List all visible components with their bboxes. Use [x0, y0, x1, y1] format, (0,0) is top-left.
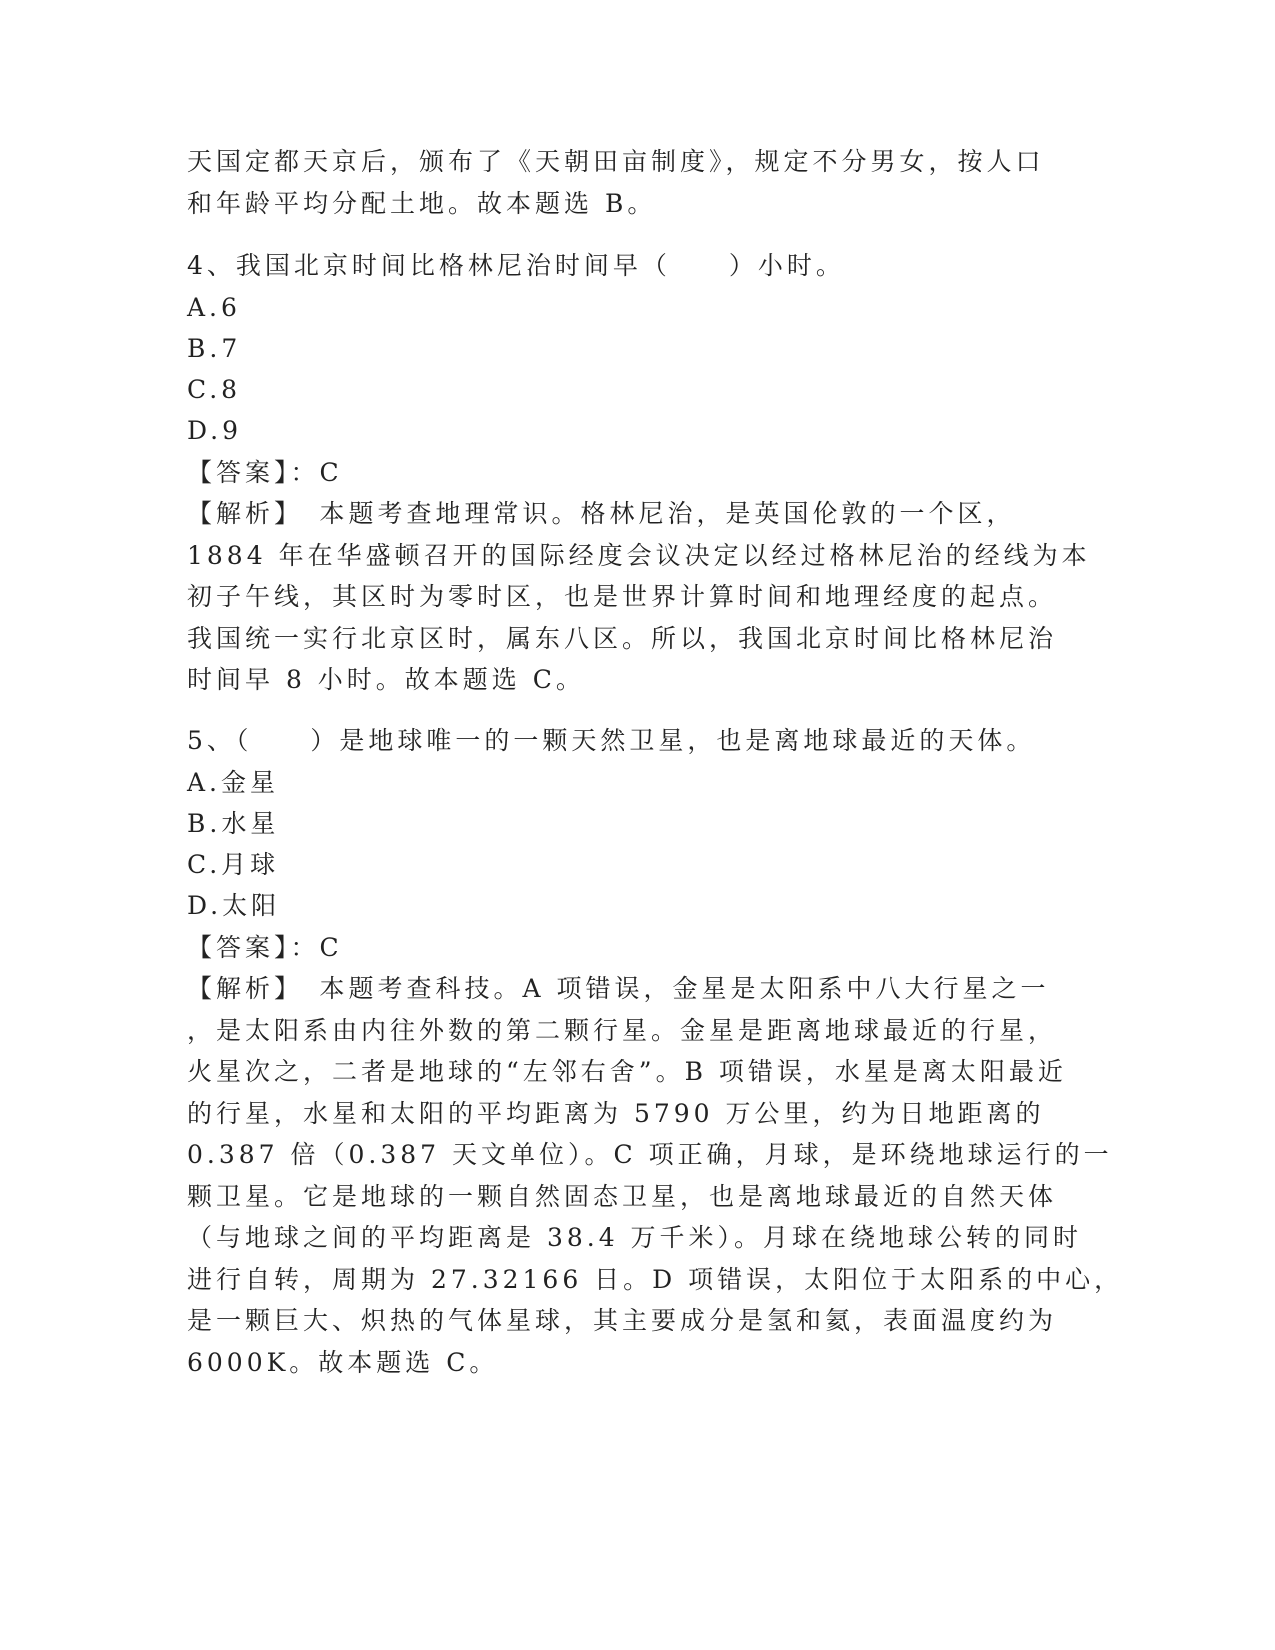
- question-5-explanation-line: 颗卫星。它是地球的一颗自然固态卫星，也是离地球最近的自然天体: [187, 1182, 1058, 1211]
- question-5-explanation-line: （与地球之间的平均距离是 38.4 万千米）。月球在绕地球公转的同时: [187, 1223, 1083, 1252]
- question-5-explanation-line: 是一颗巨大、炽热的气体星球，其主要成分是氢和氦，表面温度约为: [187, 1306, 1058, 1335]
- question-5-explanation-line: 进行自转，周期为 27.32166 日。D 项错误，太阳位于太阳系的中心，: [187, 1265, 1124, 1294]
- question-5-option-c: C.月球: [187, 850, 280, 879]
- question-4-explanation-line: 【解析】 本题考查地理常识。格林尼治，是英国伦敦的一个区，: [187, 499, 1016, 528]
- question-4-option-b: B.7: [187, 334, 242, 363]
- prev-explanation-line: 天国定都天京后，颁布了《天朝田亩制度》，规定不分男女，按人口: [187, 147, 1045, 176]
- question-5-explanation-line: 火星次之，二者是地球的“左邻右舍”。B 项错误，水星是离太阳最近: [187, 1057, 1067, 1086]
- question-4-explanation-line: 我国统一实行北京区时，属东八区。所以，我国北京时间比格林尼治: [187, 624, 1058, 653]
- question-5-explanation-line: ，是太阳系由内往外数的第二颗行星。金星是距离地球最近的行星，: [187, 1016, 1058, 1045]
- question-5-option-a: A.金星: [187, 768, 280, 797]
- prev-explanation-line: 和年龄平均分配土地。故本题选 B。: [187, 189, 657, 218]
- question-4-option-c: C.8: [187, 375, 242, 404]
- question-4-option-a: A.6: [187, 293, 241, 322]
- question-4-explanation-line: 时间早 8 小时。故本题选 C。: [187, 665, 585, 694]
- question-4-explanation-line: 1884 年在华盛顿召开的国际经度会议决定以经过格林尼治的经线为本: [187, 541, 1091, 570]
- question-5-explanation-line: 的行星，水星和太阳的平均距离为 5790 万公里，约为日地距离的: [187, 1099, 1045, 1128]
- question-4-explanation-line: 初子午线，其区时为零时区，也是世界计算时间和地理经度的起点。: [187, 582, 1058, 611]
- question-5-answer: 【答案】：C: [187, 933, 343, 962]
- question-5-option-b: B.水星: [187, 809, 280, 838]
- question-5-option-d: D.太阳: [187, 891, 281, 920]
- question-4-option-d: D.9: [187, 416, 243, 445]
- question-5-explanation-line: 6000K。故本题选 C。: [187, 1348, 499, 1377]
- question-5-stem: 5、（ ）是地球唯一的一颗天然卫星，也是离地球最近的天体。: [187, 726, 1036, 755]
- question-4-answer: 【答案】：C: [187, 458, 343, 487]
- question-4-stem: 4、我国北京时间比格林尼治时间早（ ）小时。: [187, 251, 845, 280]
- question-5-explanation-line: 0.387 倍（0.387 天文单位）。C 项正确，月球，是环绕地球运行的一: [187, 1140, 1113, 1169]
- question-5-explanation-line: 【解析】 本题考查科技。A 项错误，金星是太阳系中八大行星之一: [187, 974, 1050, 1003]
